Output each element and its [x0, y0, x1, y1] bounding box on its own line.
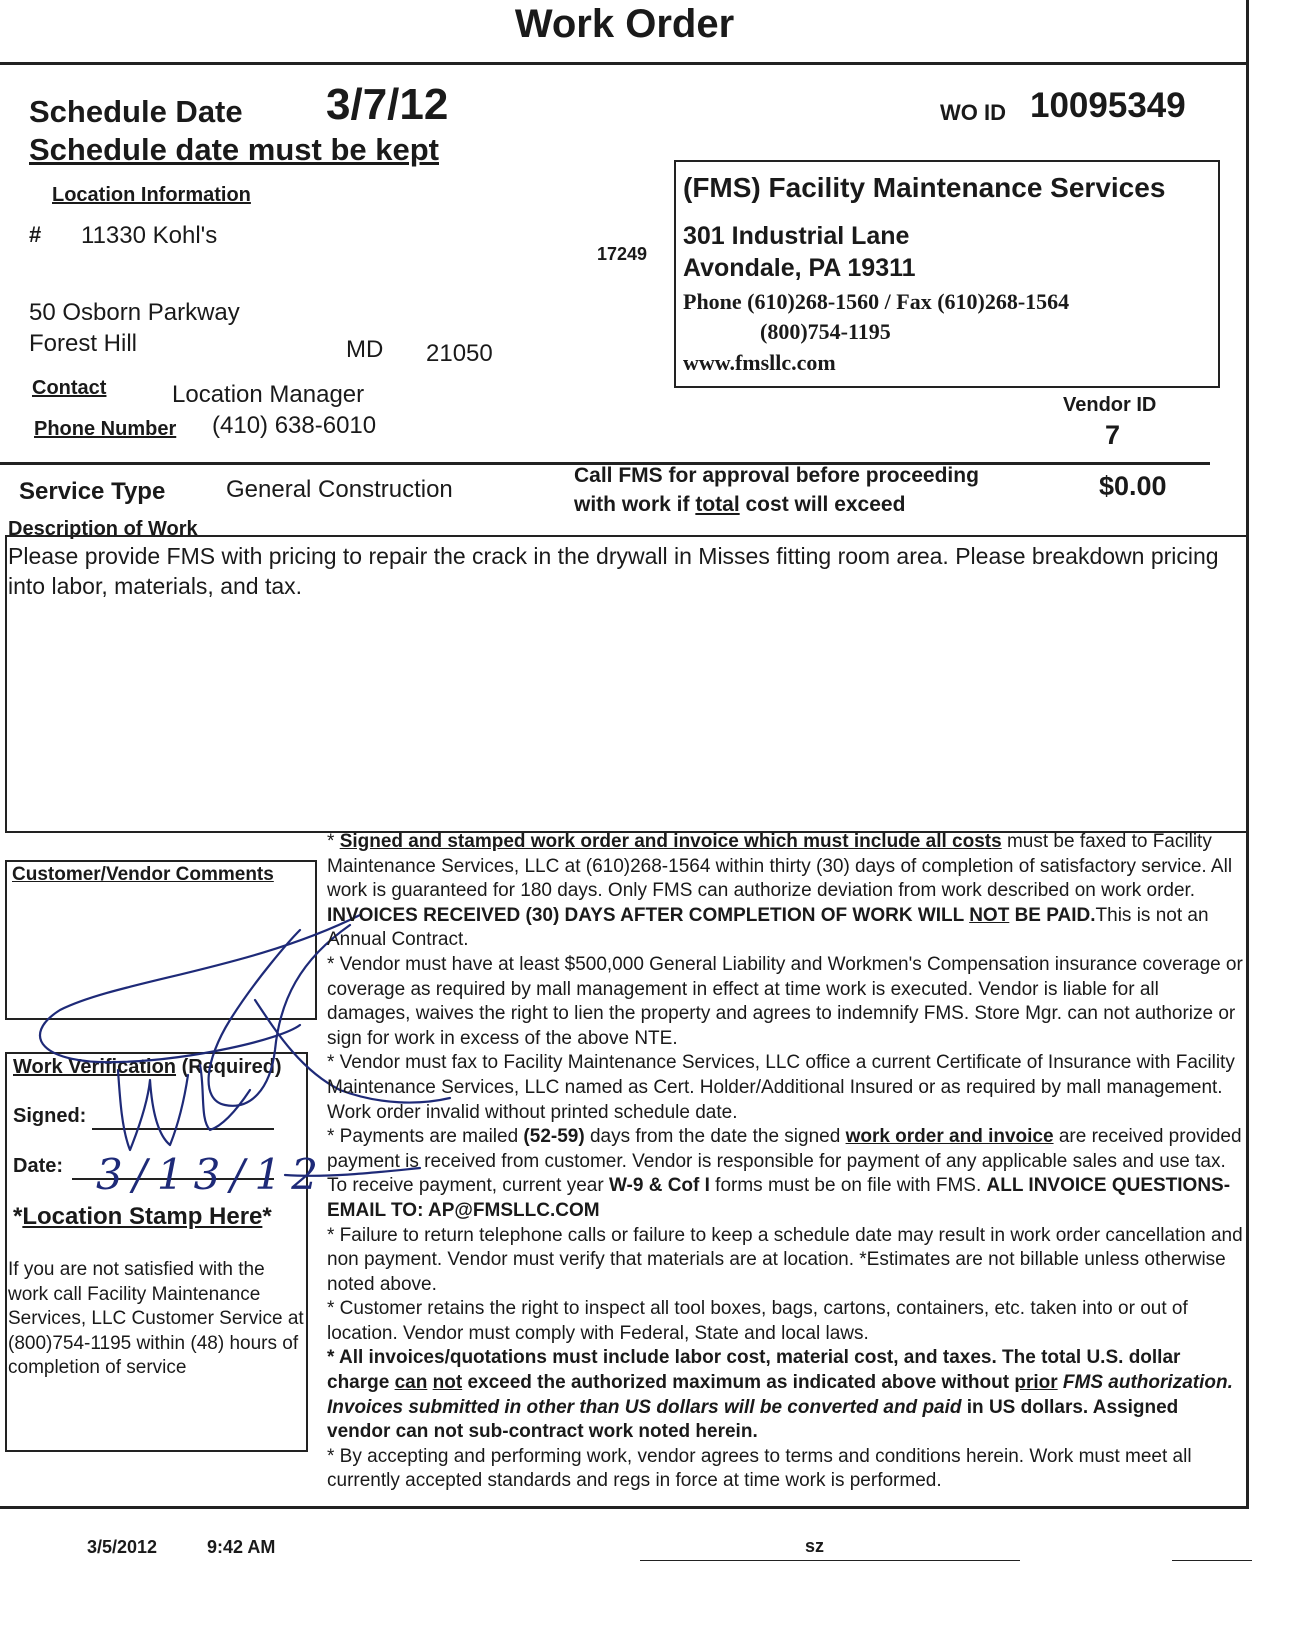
footer-line-1 [640, 1560, 1020, 1561]
approval-line-2a: with work if [574, 493, 696, 516]
handwritten-date: 3/13/12 [96, 1150, 328, 1199]
term-1g: This is not an Annual Contract. [327, 904, 1209, 951]
approval-line-1: Call FMS for approval before proceeding [574, 464, 979, 487]
term-6: * Customer retains the right to inspect all tool boxes, bags, cartons, containers, etc. taken into or out of location. Vendor must comply with Federal, State and local laws. [327, 1298, 1188, 1344]
term-4d: work order and invoice [845, 1126, 1054, 1148]
schedule-date-value: 3/7/12 [326, 80, 449, 129]
schedule-date-warning: Schedule date must be kept [29, 132, 439, 167]
term-5: * Failure to return telephone calls or failure to keep a schedule date may result in work order cancellation and non payment. Vendor must verify that materials are at location. *Estimates are not billable unless otherwise noted above. [327, 1224, 1243, 1295]
verification-label: Work Verification [13, 1056, 177, 1078]
description-text: Please provide FMS with pricing to repair the crack in the drywall in Misses fitting room area. Please breakdown pricing into labor, materials, and tax. [8, 543, 1219, 599]
contact-value: Location Manager [172, 381, 365, 408]
location-store: 11330 Kohl's [81, 222, 218, 249]
service-type-label: Service Type [19, 478, 166, 505]
location-street: 50 Osborn Parkway [29, 299, 240, 326]
footer-time: 9:42 AM [207, 1537, 276, 1557]
vendor-id-value: 7 [1105, 420, 1121, 450]
term-4a: * Payments are mailed [327, 1126, 524, 1148]
schedule-date-label: Schedule Date [29, 94, 243, 129]
location-code: 17249 [597, 244, 648, 264]
term-4g: forms must be on file with FMS. [709, 1175, 987, 1197]
term-7b: can [394, 1372, 428, 1394]
term-7 [327, 1346, 1245, 1444]
term-1 [327, 830, 1245, 953]
term-4c: days from the date the signed [584, 1126, 846, 1148]
company-web: www.fmsllc.com [683, 350, 836, 375]
footer-initials: sz [805, 1536, 825, 1556]
term-7i: in US dollars. Assigned vendor can not sub-contract work noted herein. [327, 1396, 1179, 1443]
date-label: Date: [13, 1155, 64, 1177]
terms-block [327, 830, 1245, 1494]
vendor-id-label: Vendor ID [1063, 394, 1157, 416]
term-8: * By accepting and performing work, vendor agrees to terms and conditions herein. Work must meet all currently accepted standards and regs in force at time work is performed. [327, 1445, 1192, 1492]
company-address1: 301 Industrial Lane [683, 222, 910, 250]
phone-label: Phone Number [34, 418, 177, 440]
location-state: MD [346, 336, 384, 363]
description-label: Description of Work [8, 518, 198, 540]
term-4h: ALL INVOICE QUESTIONS-EMAIL TO: AP@FMSLLC.COM [327, 1175, 1231, 1221]
term-4 [327, 1125, 1245, 1223]
term-3: * Vendor must fax to Facility Maintenance Services, LLC office a current Certificate of Insurance with Facility Maintenance Services, LLC named as Cert. Holder/Additional Insured or as required by mall management. Work order invalid without printed schedule date. [327, 1052, 1235, 1123]
term-7a: * All invoices/quotations must include labor cost, material cost, and taxes. The total U.S. dollar charge [327, 1347, 1181, 1394]
term-7h: FMS authorization. Invoices submitted in other than US dollars will be converted and paid [327, 1372, 1233, 1418]
stamp-star-1: * [13, 1203, 23, 1230]
term-1f: BE PAID. [1009, 904, 1096, 926]
term-1b: Signed and stamped work order and invoice which must include all costs [339, 831, 1002, 852]
term-2: * Vendor must have at least $500,000 General Liability and Workmen's Compensation insurance coverage or coverage as required by mall management in effect at time work is executed. Vendor is liable for all damages, waives the right to lien the property and agrees to indemnify FMS. Store Mgr. can not authorize or sign for work in excess of the above NTE. [327, 953, 1243, 1049]
wo-id-label: WO ID [940, 100, 1006, 125]
term-4e: are received provided payment is received from customer. Vendor is responsible for payment of any applicable sales and use tax. To receive payment, current year [327, 1126, 1242, 1197]
term-4b: (52-59) [523, 1126, 585, 1148]
term-4f: W-9 & Cof I [608, 1175, 710, 1197]
term-1c: must be faxed to Facility Maintenance Services, LLC at (610)268-1564 within thirty (30) days of completion of satisfactory service. All work is guaranteed for 180 days. Only FMS can authorize deviation from work described on work order. [327, 831, 1233, 902]
company-tollfree: (800)754-1195 [760, 319, 891, 344]
approval-line-2c: cost will exceed [739, 493, 906, 516]
location-zip: 21050 [426, 340, 493, 367]
term-7e: exceed the authorized maximum as indicated above without [462, 1372, 1015, 1394]
signed-label: Signed: [13, 1105, 87, 1127]
location-heading: Location Information [52, 184, 251, 206]
location-city: Forest Hill [29, 330, 138, 357]
location-hash: # [29, 222, 42, 247]
footer-line-2 [1172, 1560, 1252, 1561]
company-name: (FMS) Facility Maintenance Services [683, 172, 1166, 203]
footer-date: 3/5/2012 [87, 1537, 158, 1557]
stamp-star-2: * [262, 1203, 272, 1230]
satisfaction-note: If you are not satisfied with the work call Facility Maintenance Services, LLC Customer Service at (800)754-1195 within (48) hours of completion of service [8, 1259, 304, 1378]
company-address2: Avondale, PA 19311 [683, 254, 916, 282]
page-title: Work Order [514, 2, 735, 46]
term-7d: not [432, 1372, 463, 1394]
approval-total: total [695, 493, 740, 516]
verification-required: (Required) [181, 1056, 282, 1078]
service-type-value: General Construction [226, 476, 453, 503]
term-1a: * [327, 831, 340, 852]
contact-label: Contact [32, 377, 107, 399]
stamp-text: Location Stamp Here [22, 1203, 263, 1230]
term-7f: prior [1014, 1372, 1058, 1394]
phone-value: (410) 638-6010 [212, 412, 377, 439]
nte-amount: $0.00 [1099, 471, 1167, 501]
company-phone: Phone (610)268-1560 / Fax (610)268-1564 [683, 289, 1070, 314]
term-1d: INVOICES RECEIVED (30) DAYS AFTER COMPLETION OF WORK WILL [327, 904, 970, 926]
wo-id-value: 10095349 [1030, 86, 1186, 125]
comments-label: Customer/Vendor Comments [12, 864, 274, 885]
term-1e: NOT [969, 904, 1010, 926]
